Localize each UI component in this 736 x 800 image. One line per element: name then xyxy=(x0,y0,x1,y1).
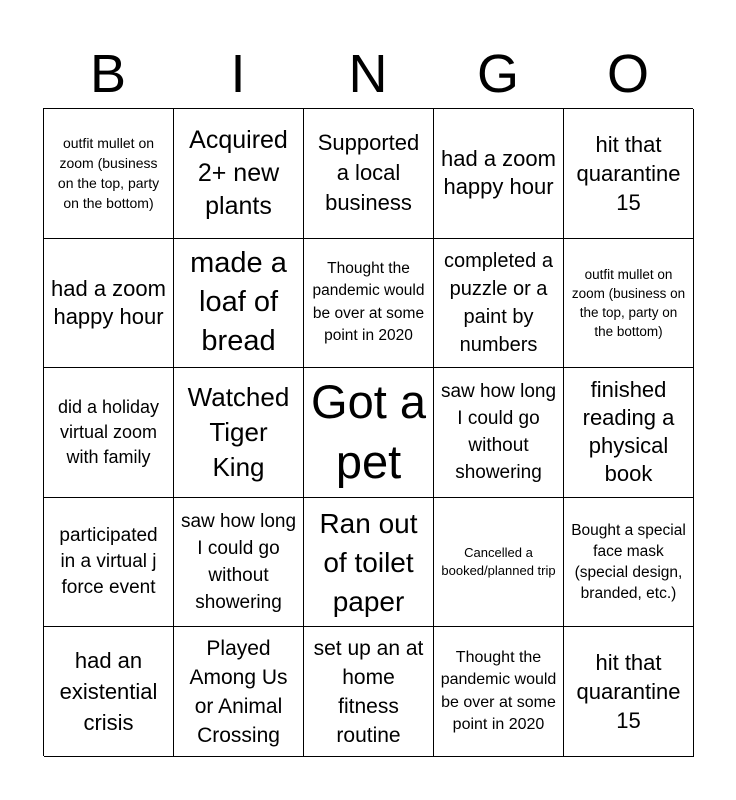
header-letter-o: O xyxy=(606,44,649,104)
bingo-cell-r3-c3[interactable] xyxy=(434,498,564,628)
bingo-cell-r1-c1[interactable] xyxy=(174,239,304,369)
cell-text: Watched Tiger King xyxy=(187,381,290,482)
header-letter-i: I xyxy=(230,44,246,104)
bingo-cell-r0-c1[interactable] xyxy=(174,109,304,239)
bingo-cell-r1-c3[interactable] xyxy=(434,239,564,369)
bingo-cell-r0-c0[interactable] xyxy=(44,109,174,239)
bingo-cell-r4-c3[interactable] xyxy=(434,627,564,757)
bingo-cell-r3-c1[interactable] xyxy=(174,498,304,628)
cell-text: Played Among Us or Animal Crossing xyxy=(189,636,288,747)
bingo-cell-r1-c2[interactable] xyxy=(304,239,434,369)
bingo-cell-r4-c1[interactable] xyxy=(174,627,304,757)
cell-text: Cancelled a booked/planned trip xyxy=(441,545,556,579)
cell-text: hit that quarantine 15 xyxy=(576,650,681,734)
cell-text: outfit mullet on zoom (business on the top, party on the bottom) xyxy=(571,266,686,339)
bingo-cell-r1-c4[interactable] xyxy=(564,239,694,369)
bingo-cell-r0-c4[interactable] xyxy=(564,109,694,239)
cell-text: Supported a local business xyxy=(317,130,420,216)
cell-text: Acquired 2+ new plants xyxy=(189,125,288,220)
bingo-cell-r0-c2[interactable] xyxy=(304,109,434,239)
cell-text: participated in a virtual j force event xyxy=(59,525,158,599)
cell-text: hit that quarantine 15 xyxy=(576,131,681,215)
cell-text: completed a puzzle or a paint by numbers xyxy=(444,249,553,356)
cell-text: finished reading a physical book xyxy=(582,377,675,487)
bingo-cell-r2-c0[interactable] xyxy=(44,368,174,498)
bingo-cell-r2-c2[interactable] xyxy=(304,368,434,498)
bingo-cell-r2-c1[interactable] xyxy=(174,368,304,498)
cell-text: Thought the pandemic would be over at some point in 2020 xyxy=(440,648,557,734)
cell-text: Bought a special face mask (special design, branded, etc.) xyxy=(571,522,686,603)
bingo-cell-r3-c0[interactable] xyxy=(44,498,174,628)
bingo-cell-r1-c0[interactable] xyxy=(44,239,174,369)
bingo-cell-r4-c2[interactable] xyxy=(304,627,434,757)
cell-text: saw how long I could go without showering xyxy=(180,511,297,614)
bingo-cell-r2-c4[interactable] xyxy=(564,368,694,498)
bingo-cell-r4-c0[interactable] xyxy=(44,627,174,757)
bingo-header xyxy=(43,40,693,108)
cell-text: set up an at home fitness routine xyxy=(313,636,424,747)
bingo-cell-r0-c3[interactable] xyxy=(434,109,564,239)
cell-text: had a zoom happy hour xyxy=(51,275,166,329)
cell-text: Ran out of toilet paper xyxy=(319,507,418,617)
bingo-grid xyxy=(43,108,693,756)
header-letter-b: B xyxy=(89,44,127,104)
bingo-cell-r3-c2[interactable] xyxy=(304,498,434,628)
cell-text: Got a pet xyxy=(311,375,426,489)
bingo-cell-r2-c3[interactable] xyxy=(434,368,564,498)
cell-text: Thought the pandemic would be over at some point in 2020 xyxy=(312,259,425,345)
cell-text: saw how long I could go without showering xyxy=(440,381,557,484)
header-letter-n: N xyxy=(348,44,388,104)
cell-text: did a holiday virtual zoom with family xyxy=(57,396,160,467)
cell-text: made a loaf of bread xyxy=(190,247,287,358)
cell-text: had a zoom happy hour xyxy=(441,146,556,200)
cell-text: had an existential crisis xyxy=(59,648,158,736)
bingo-cell-r4-c4[interactable] xyxy=(564,627,694,757)
cell-text: outfit mullet on zoom (business on the top, party on the bottom) xyxy=(57,135,160,212)
header-letter-g: G xyxy=(476,44,519,104)
bingo-cell-r3-c4[interactable] xyxy=(564,498,694,628)
